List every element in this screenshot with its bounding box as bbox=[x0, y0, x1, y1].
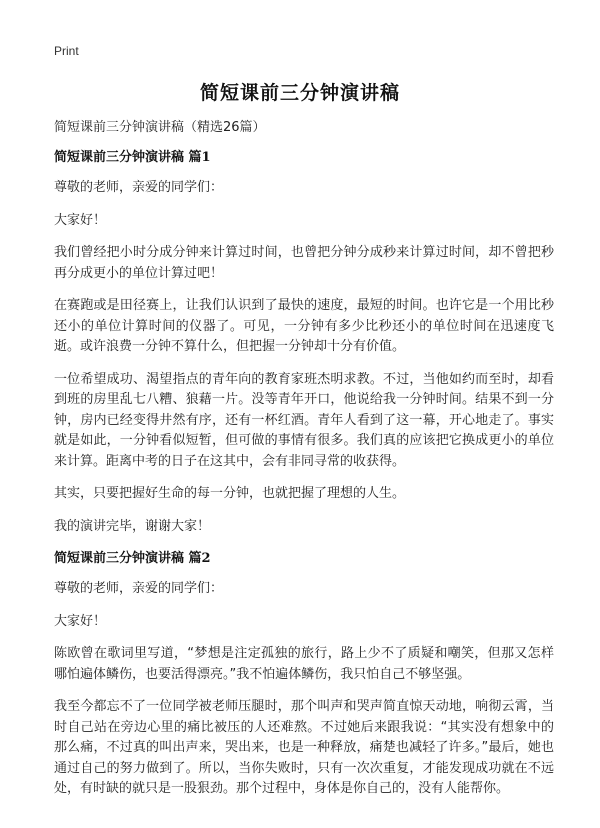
paragraph: 尊敬的老师，亲爱的同学们： bbox=[54, 581, 224, 596]
paragraph: 在赛跑或是田径赛上，让我们认识到了最快的速度，最短的时间。也许它是一个用比秒还小的单位计算时间的仪器了。可见，一分钟有多少比秒还小的单位时间在迅速度飞逝。或许浪费一分钟不算什么，但把握一分钟却十分有价值。 bbox=[54, 298, 554, 354]
paragraph: 我的演讲完毕，谢谢大家！ bbox=[54, 518, 211, 534]
document-body bbox=[54, 118, 554, 812]
paragraph: 尊敬的老师，亲爱的同学们： bbox=[54, 180, 224, 195]
paragraph: 一位希望成功、渴望指点的青年向的教育家班杰明求教。不过，当他如约而至时，却看到班的房里乱七八糟、狼藉一片。没等青年开口，他说给我一分钟时间。结果不到一分钟，房内已经变得井然有序，还有一杯红酒。青年人看到了这一幕，开心地走了。事实就是如此，一分钟看似短暂，但可做的事情有很多。我们真的应该把它换成更小的单位来计算。距离中考的日子在这其中，会有非同寻常的收获得。 bbox=[54, 371, 554, 469]
paragraph: 我至今都忘不了一位同学被老师压腿时，那个叫声和哭声简直惊天动地，响彻云霄，当时自己站在旁边心里的痛比被压的人还难熬。不过她后来跟我说：“其实没有想象中的那么痛，不过真的叫出声来，哭出来，也是一种释放，痛楚也减轻了许多。”最后，她也通过自己的努力做到了。所以，当你失败时，只有一次次重复，才能发现成功就在不远处，有时缺的就只是一股狠劲。那个过程中，身体是你自己的，没有人能帮你。 bbox=[54, 699, 554, 796]
section-heading-2: 简短课前三分钟演讲稿 篇2 bbox=[54, 551, 211, 566]
paragraph: 我们曾经把小时分成分钟来计算过时间，也曾把分钟分成秒来计算过时间，却不曾把秒再分成更小的单位计算过吧！ bbox=[54, 245, 554, 281]
document-subtitle: 简短课前三分钟演讲稿（精选26篇） bbox=[54, 120, 266, 135]
paragraph: 大家好！ bbox=[54, 212, 107, 228]
page-title: 简短课前三分钟演讲稿 bbox=[199, 82, 400, 104]
paragraph: 陈欧曾在歌词里写道，“梦想是注定孤独的旅行，路上少不了质疑和嘲笑，但那又怎样哪怕遍体鳞伤，也要活得漂亮。”我不怕遍体鳞伤，我只怕自己不够坚强。 bbox=[54, 646, 554, 682]
paragraph: 其实，只要把握好生命的每一分钟，也就把握了理想的人生。 bbox=[54, 486, 406, 501]
section-heading-1: 简短课前三分钟演讲稿 篇1 bbox=[54, 150, 211, 165]
paragraph: 大家好！ bbox=[54, 613, 107, 629]
print-link[interactable]: Print bbox=[54, 44, 79, 58]
